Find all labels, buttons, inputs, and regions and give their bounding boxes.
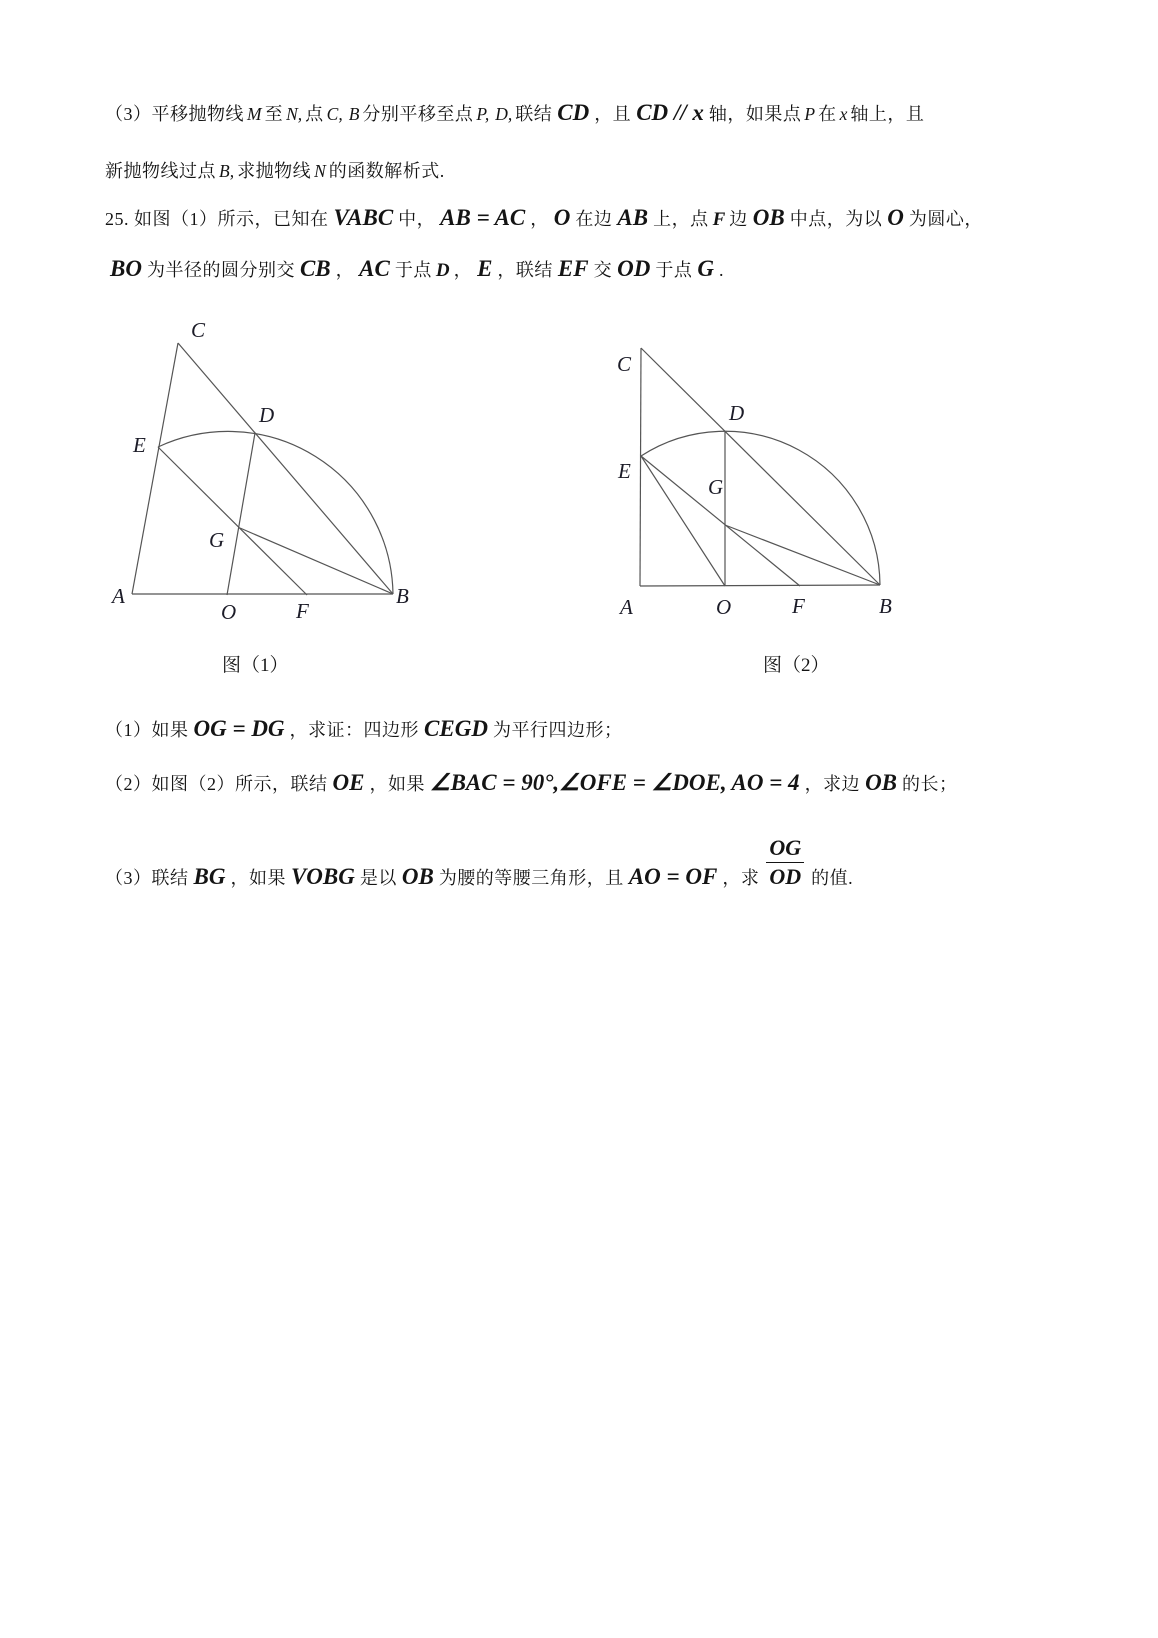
text-run: （1）如果 bbox=[105, 720, 189, 740]
question-3 bbox=[105, 836, 853, 890]
math-var: B, bbox=[219, 161, 235, 181]
math-var: D bbox=[435, 260, 450, 281]
fig1-label-D: D bbox=[259, 403, 275, 427]
text-run: 于点 bbox=[394, 260, 432, 280]
math-var: N, bbox=[286, 104, 303, 124]
fig2-label-E: E bbox=[618, 459, 631, 483]
math-expression: VOBG bbox=[290, 864, 355, 890]
math-var: D, bbox=[495, 104, 513, 124]
fig1-side-AC bbox=[132, 343, 178, 594]
fig2-label-A: A bbox=[620, 595, 633, 619]
fig1-segment-GB bbox=[240, 528, 393, 594]
text-run: 轴，如果点 bbox=[708, 104, 802, 124]
text-run: 点 bbox=[305, 104, 324, 124]
text-run: 为半径的圆分别交 bbox=[146, 260, 295, 280]
math-expression: E bbox=[477, 256, 493, 281]
text-run: 在边 bbox=[575, 209, 613, 229]
math-var: x bbox=[839, 104, 848, 124]
math-var: P bbox=[804, 104, 816, 124]
text-run: 的长； bbox=[902, 774, 958, 794]
figure-1-caption: 图（1） bbox=[222, 655, 289, 676]
text-run: 求抛物线 bbox=[237, 161, 312, 181]
text-run: 在 bbox=[818, 104, 837, 124]
fig2-label-F: F bbox=[792, 594, 805, 618]
fig1-segment-OD bbox=[227, 433, 255, 595]
text-run: 为平行四边形； bbox=[492, 720, 623, 740]
fig1-label-A: A bbox=[112, 584, 125, 608]
text-run: ， bbox=[335, 260, 355, 280]
fig1-label-C: C bbox=[191, 318, 206, 342]
text-run: 是以 bbox=[359, 868, 397, 889]
problem25-statement-line1 bbox=[105, 205, 983, 231]
text-run: 的值. bbox=[811, 868, 854, 889]
text-run: ，求 bbox=[722, 868, 760, 889]
fig1-label-O: O bbox=[221, 600, 237, 624]
fig2-side-CB bbox=[641, 348, 880, 585]
math-var: P, bbox=[476, 104, 490, 124]
text-run: （3）平移抛物线 bbox=[105, 104, 244, 124]
text-run: 分别平移至点 bbox=[362, 104, 474, 124]
fig2-label-D: D bbox=[729, 401, 745, 425]
text-run: （2）如图（2）所示，联结 bbox=[105, 774, 328, 794]
math-expression: VABC bbox=[333, 205, 394, 230]
text-run: 中， bbox=[398, 209, 436, 229]
text-run: 的函数解析式. bbox=[328, 161, 445, 181]
fig2-circle-arc bbox=[641, 431, 880, 585]
text-run: 上，点 bbox=[653, 209, 709, 229]
math-expression: CD bbox=[557, 100, 590, 125]
fig2-side-AB bbox=[640, 585, 880, 586]
text-run: ，且 bbox=[594, 104, 632, 124]
text-run: ，如果 bbox=[230, 868, 286, 889]
paragraph-parabola-line1 bbox=[105, 100, 924, 126]
fig2-segment-GB bbox=[725, 525, 880, 585]
text-run: 轴上，且 bbox=[850, 104, 925, 124]
math-expression: O bbox=[887, 205, 904, 230]
math-var: N bbox=[314, 161, 326, 181]
problem25-statement-line2 bbox=[105, 256, 724, 282]
text-run: ， bbox=[453, 260, 473, 280]
fig1-label-B: B bbox=[396, 584, 409, 608]
figure-2-geometry-diagram bbox=[585, 330, 915, 630]
fig2-label-B: B bbox=[879, 594, 892, 618]
math-expression: BO bbox=[110, 256, 142, 281]
text-run: （3）联结 bbox=[105, 868, 189, 889]
math-expression: AB bbox=[617, 205, 649, 230]
fig2-label-C: C bbox=[617, 352, 632, 376]
text-run: ，求证：四边形 bbox=[289, 720, 420, 740]
text-run: ，求边 bbox=[804, 774, 861, 794]
text-run: 25. 如图（1）所示，已知在 bbox=[105, 209, 329, 229]
math-var: B bbox=[348, 104, 360, 124]
math-expression: CEGD bbox=[424, 716, 488, 741]
math-expression: CD // x bbox=[636, 100, 704, 125]
text-run: 于点 bbox=[655, 260, 693, 280]
math-expression: AB = AC bbox=[440, 205, 526, 230]
question-2 bbox=[105, 770, 958, 796]
text-run: . bbox=[718, 260, 724, 280]
paragraph-parabola-line2 bbox=[105, 157, 445, 183]
text-run: 为圆心， bbox=[908, 209, 983, 229]
fraction-numerator: OG bbox=[766, 836, 804, 863]
math-var: C, bbox=[326, 104, 343, 124]
fig2-label-O: O bbox=[716, 595, 732, 619]
text-run: 新抛物线过点 bbox=[105, 161, 216, 181]
fraction-OG-over-OD bbox=[766, 836, 804, 889]
fraction-denominator: OD bbox=[769, 864, 802, 890]
math-expression: OB bbox=[865, 770, 898, 795]
text-run: 中点，为以 bbox=[789, 209, 883, 229]
text-run: ，联结 bbox=[497, 260, 553, 280]
math-expression: G bbox=[697, 256, 714, 281]
math-expression: OB bbox=[752, 205, 785, 230]
text-run: 联结 bbox=[515, 104, 553, 124]
fig2-side-AC bbox=[640, 348, 641, 586]
fig1-label-G: G bbox=[209, 528, 225, 552]
figure-1-geometry-diagram bbox=[100, 305, 420, 630]
math-expression: BG bbox=[193, 864, 226, 890]
math-expression: EF bbox=[557, 256, 589, 281]
fig2-label-G: G bbox=[708, 475, 724, 499]
text-run: ， bbox=[530, 209, 549, 229]
fig1-label-F: F bbox=[296, 599, 309, 623]
question-1 bbox=[105, 716, 622, 742]
math-expression: OB bbox=[401, 864, 434, 890]
math-var: F bbox=[712, 209, 726, 230]
math-expression: AO = OF bbox=[628, 864, 718, 890]
text-run: 为腰的等腰三角形，且 bbox=[438, 868, 624, 889]
text-run: 交 bbox=[593, 260, 613, 280]
fig1-side-CB bbox=[178, 343, 393, 594]
fig1-segment-EF bbox=[158, 447, 307, 595]
fig1-circle-arc bbox=[158, 431, 393, 594]
math-expression: OG = DG bbox=[193, 716, 285, 741]
fig1-label-E: E bbox=[133, 433, 146, 457]
math-expression: O bbox=[553, 205, 571, 230]
math-expression: ∠BAC = 90°,∠OFE = ∠DOE, AO = 4 bbox=[429, 770, 800, 795]
math-var: M bbox=[247, 104, 262, 124]
math-expression: OD bbox=[617, 256, 651, 281]
text-run: 至 bbox=[264, 104, 284, 124]
math-expression: CB bbox=[299, 256, 331, 281]
text-run: 边 bbox=[729, 209, 748, 229]
figure-2-caption: 图（2） bbox=[763, 655, 830, 676]
math-expression: AC bbox=[359, 256, 390, 281]
text-run: ，如果 bbox=[369, 774, 425, 794]
math-expression: OE bbox=[332, 770, 365, 795]
